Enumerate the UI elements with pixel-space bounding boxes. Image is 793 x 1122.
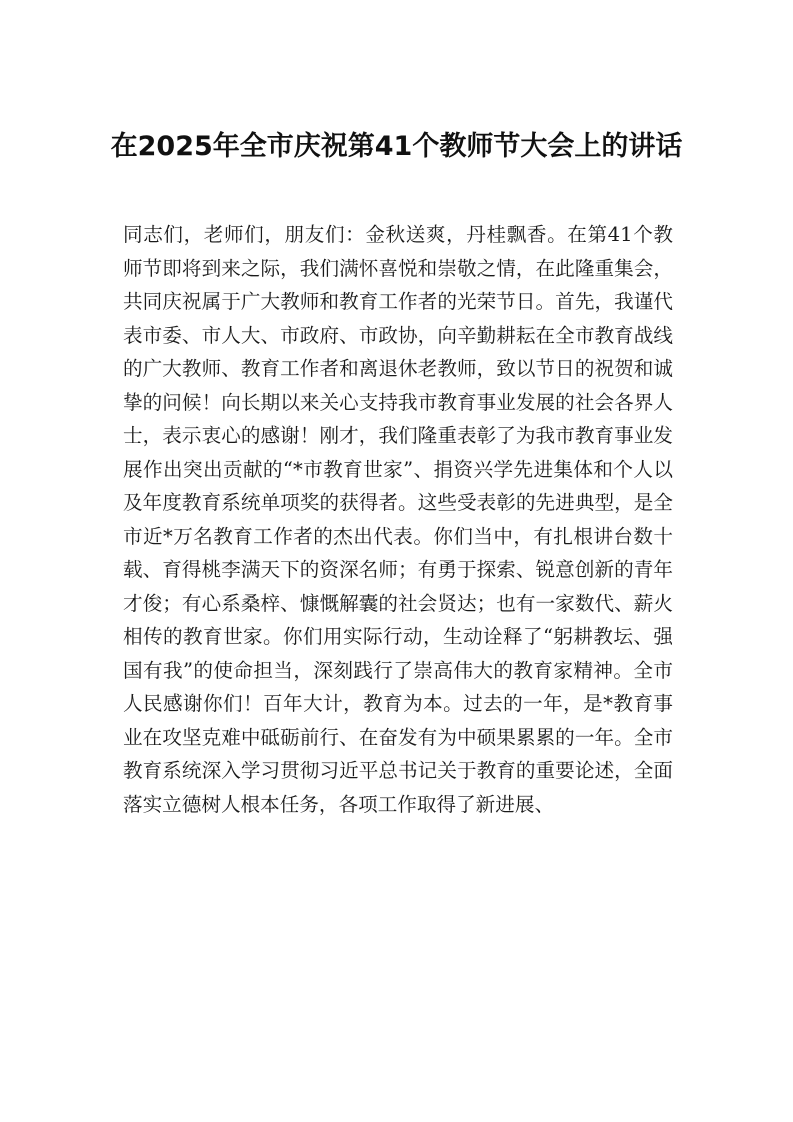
document-title: 在2025年全市庆祝第41个教师节大会上的讲话 — [110, 131, 683, 162]
document-body-paragraph: 同志们，老师们，朋友们：金秋送爽，丹桂飘香。在第41个教师节即将到来之际，我们满怀喜悦和崇敬之情，在此隆重集会，共同庆祝属于广大教师和教育工作者的光荣节日。首先，我谨代表市委、市人大、市政府、市政协，向辛勤耕耘在全市教育战线的广大教师、教育工作者和离退休老教师，致以节日的祝贺和诚挚的问候！向长期以来关心支持我市教育事业发展的社会各界人士，表示衷心的感谢！刚才，我们隆重表彰了为我市教育事业发展作出突出贡献的“*市教育世家”、捐资兴学先进集体和个人以及年度教育系统单项奖的获得者。这些受表彰的先进典型，是全市近*万名教育工作者的杰出代表。你们当中，有扎根讲台数十载、育得桃李满天下的资深名师；有勇于探索、锐意创新的青年才俊；有心系桑梓、慷慨解囊的社会贤达；也有一家数代、薪火相传的教育世家。你们用实际行动，生动诠释了“躬耕教坛、强国有我”的使命担当，深刻践行了崇高伟大的教育家精神。全市人民感谢你们！百年大计，教育为本。过去的一年，是*教育事业在攻坚克难中砥砺前行、在奋发有为中硕果累累的一年。全市教育系统深入学习贯彻习近平总书记关于教育的重要论述，全面落实立德树人根本任务，各项工作取得了新进展、 — [123, 223, 673, 816]
